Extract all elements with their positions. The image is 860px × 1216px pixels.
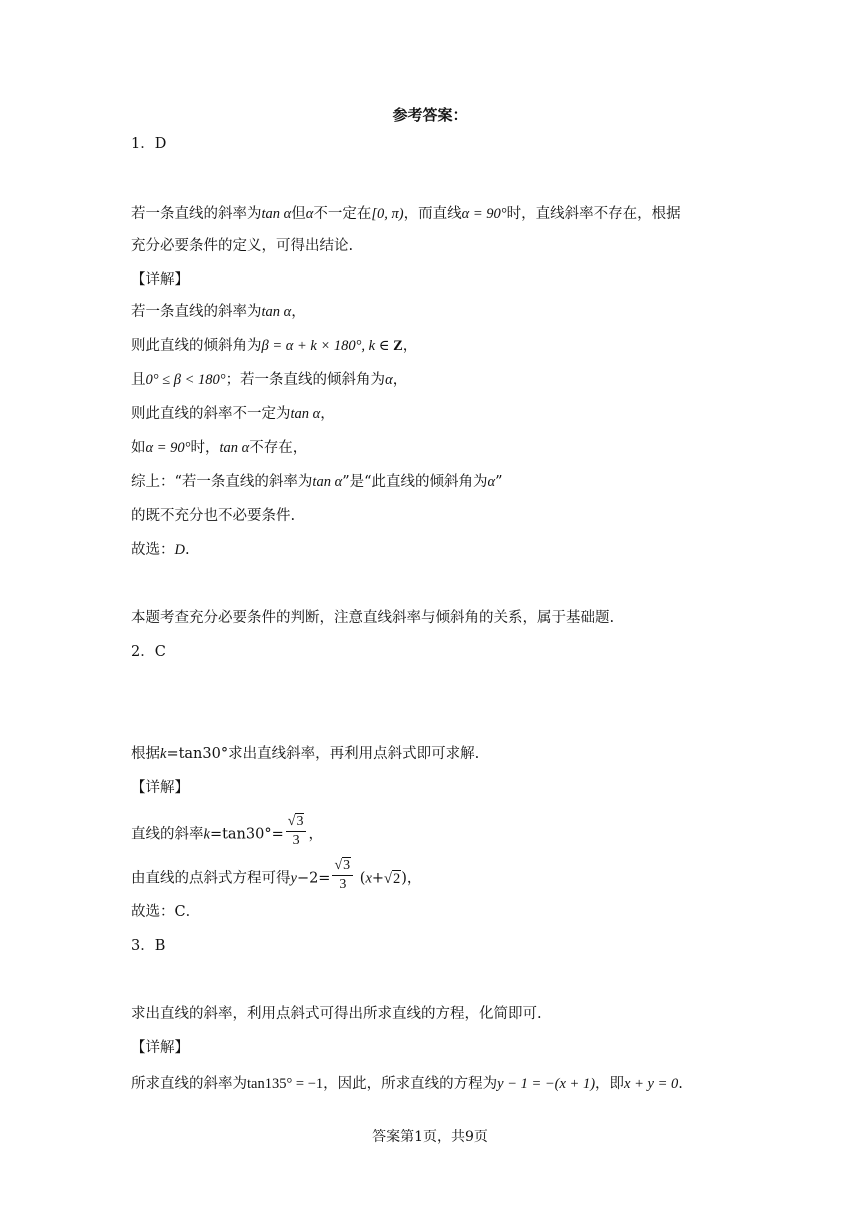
text: 直线的斜率 <box>131 826 204 843</box>
math-y: y <box>290 870 297 887</box>
text: 但 <box>291 206 306 222</box>
text: 所求直线的斜率为 <box>131 1076 247 1092</box>
q3-analysis: 求出直线的斜率，利用点斜式可得出所求直线的方程，化简即可. <box>131 1006 542 1022</box>
page-footer: 答案第1页，共9页 <box>372 1129 488 1145</box>
math-k: k <box>160 746 167 762</box>
text: 由直线的点斜式方程可得 <box>131 870 291 887</box>
fraction-sqrt3-over-3: $\frac{√3}{3}$ <box>286 813 307 850</box>
q3-detail-label: 【详解】 <box>131 1040 189 1056</box>
q1-comment: 本题考查充分必要条件的判断，注意直线斜率与倾斜角的关系，属于基础题. <box>131 610 615 626</box>
text: 不一定在 <box>313 206 372 222</box>
text: )， <box>401 870 422 887</box>
math-simplified-equation: x + y = 0 <box>624 1076 679 1092</box>
text: ”是“此直线的倾斜角为 <box>342 474 488 490</box>
text: ( <box>359 870 366 887</box>
text: ，即 <box>595 1076 625 1092</box>
q2-analysis <box>131 744 479 764</box>
text: =tan30°求出直线斜率，再利用点斜式即可求解. <box>166 746 480 762</box>
q1-analysis-line1 <box>131 204 681 224</box>
q1-detail-line4 <box>131 404 335 424</box>
text: 则此直线的倾斜角为 <box>131 338 262 354</box>
fraction-denominator: 3 <box>292 833 300 848</box>
text: + <box>371 870 385 887</box>
math-k: k <box>203 826 210 843</box>
text: . <box>184 542 190 558</box>
text: 则此直线的斜率不一定为 <box>131 406 291 422</box>
math-interval: [0, π) <box>371 206 404 222</box>
text: 且 <box>131 372 146 388</box>
q1-detail-line7: 的既不充分也不必要条件. <box>131 508 296 524</box>
q2-detail-label: 【详解】 <box>131 780 189 796</box>
math-range: 0° ≤ β < 180° <box>145 372 226 388</box>
math-alpha: α <box>487 474 496 490</box>
text: ，因此，所求直线的方程为 <box>323 1076 498 1092</box>
fraction-denominator: 3 <box>339 877 347 892</box>
math-alpha: α <box>385 372 393 388</box>
q1-analysis-line2: 充分必要条件的定义，可得出结论. <box>131 238 354 254</box>
text: =tan30°= <box>209 826 284 843</box>
q1-detail-line3 <box>131 370 407 390</box>
text: 时，直线斜率不存在，根据 <box>506 206 681 222</box>
math-tan135: tan135° = −1 <box>247 1076 324 1092</box>
math-tan-alpha: tan α <box>261 206 292 222</box>
q1-detail-line2 <box>131 336 417 356</box>
q3-detail-line1 <box>131 1074 683 1094</box>
answer-letter: D <box>174 542 185 558</box>
math-beta-equation: β = α + k × 180°, k ∈ <box>261 338 394 354</box>
text: ， <box>402 338 418 354</box>
math-alpha-90: α = 90° <box>461 206 507 222</box>
sqrt-radicand: 2 <box>393 870 401 887</box>
q1-detail-line5 <box>131 438 307 458</box>
page-title: 参考答案： <box>392 106 468 124</box>
text: ；若一条直线的倾斜角为 <box>225 372 386 388</box>
text: ， <box>320 406 335 422</box>
q1-detail-line8 <box>131 540 190 560</box>
q2-detail-line3: 故选：C． <box>131 904 201 920</box>
text: ， <box>308 826 323 843</box>
q1-detail-label: 【详解】 <box>131 272 189 288</box>
q2-detail-line1 <box>131 816 323 853</box>
sqrt-2: √2 <box>384 870 401 887</box>
fraction-sqrt3-over-3: $\frac{√3}{3}$ <box>332 857 353 894</box>
math-set-z: Z <box>393 338 403 354</box>
math-tan-alpha: tan α <box>290 406 321 422</box>
sqrt-radicand: 3 <box>343 858 351 873</box>
text: ” <box>495 474 503 490</box>
text: . <box>678 1076 683 1092</box>
text: 如 <box>131 440 146 456</box>
q1-detail-line6 <box>131 472 503 492</box>
text: 若一条直线的斜率为 <box>131 206 262 222</box>
text: 根据 <box>131 746 160 762</box>
math-tan-alpha: tan α <box>219 440 250 456</box>
q2-number: 2．C <box>131 644 166 660</box>
math-line-equation: y − 1 = −(x + 1) <box>497 1076 596 1092</box>
text: 综上：“若一条直线的斜率为 <box>131 474 313 490</box>
text: ， <box>392 372 408 388</box>
text: 若一条直线的斜率为 <box>131 304 262 320</box>
text: ，而直线 <box>403 206 462 222</box>
text: 时， <box>190 440 220 456</box>
text: 不存在， <box>249 440 308 456</box>
math-alpha: α <box>305 206 314 222</box>
q1-number: 1．D <box>131 136 167 152</box>
math-alpha-90: α = 90° <box>145 440 191 456</box>
sqrt-radicand: 3 <box>296 814 304 829</box>
q3-number: 3．B <box>131 938 166 954</box>
q2-detail-line2 <box>131 860 421 897</box>
math-x: x <box>365 870 372 887</box>
q1-detail-line1 <box>131 302 306 322</box>
math-tan-alpha: tan α <box>312 474 343 490</box>
text: ， <box>291 304 306 320</box>
math-tan-alpha: tan α <box>261 304 292 320</box>
text: −2= <box>296 870 331 887</box>
text: 故选： <box>131 542 175 558</box>
